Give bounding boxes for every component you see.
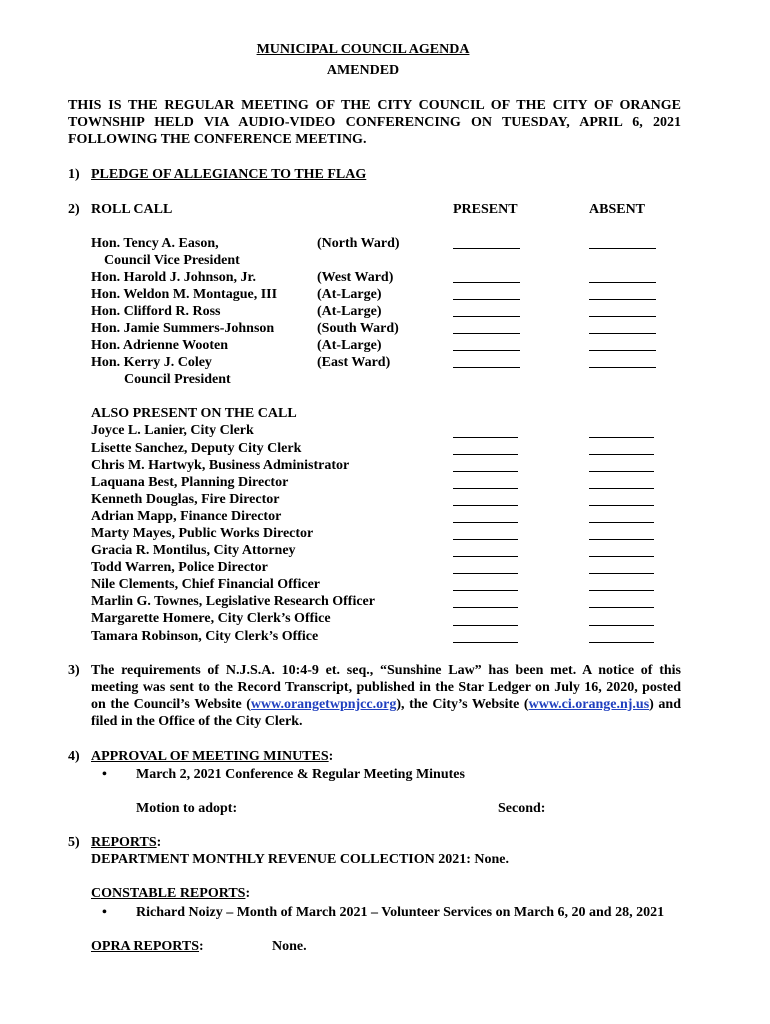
present-line[interactable] xyxy=(453,642,518,643)
present-line[interactable] xyxy=(453,350,520,351)
absent-line[interactable] xyxy=(589,590,654,591)
opra-colon: : xyxy=(199,939,204,954)
item-4-heading xyxy=(91,748,333,765)
staff-member: Adrian Mapp, Finance Director xyxy=(91,509,282,524)
member-name: Hon. Adrienne Wooten xyxy=(91,338,229,353)
present-line[interactable] xyxy=(453,522,518,523)
sunshine-text: ) and filed in the Office of the City Clerk. xyxy=(91,697,681,729)
sunshine-text: The requirements of N.J.S.A. 10:4-9 et. seq., “Sunshine Law” has been met. A notice of this meeting was sent to the Record Transcript, published in the Star Ledger on July 16, 2020, posted on the Council’s Website ( xyxy=(91,663,681,712)
member-ward: (West Ward) xyxy=(317,270,394,285)
opra-label: OPRA REPORTS xyxy=(91,939,200,954)
absent-line[interactable] xyxy=(589,488,654,489)
staff-member: Gracia R. Montilus, City Attorney xyxy=(91,543,296,558)
absent-line[interactable] xyxy=(589,573,654,574)
present-line[interactable] xyxy=(453,282,520,283)
staff-member: Joyce L. Lanier, City Clerk xyxy=(91,423,254,438)
staff-member: Marty Mayes, Public Works Director xyxy=(91,526,314,541)
item-4-colon: : xyxy=(328,749,334,764)
staff-member: Nile Clements, Chief Financial Officer xyxy=(91,577,321,592)
member-ward: (At-Large) xyxy=(317,287,382,302)
staff-member: Todd Warren, Police Director xyxy=(91,560,268,575)
member-ward: (South Ward) xyxy=(317,321,399,336)
member-name: Hon. Jamie Summers-Johnson xyxy=(91,321,275,336)
absent-line[interactable] xyxy=(589,522,654,523)
item-2-number: 2) xyxy=(68,202,80,217)
second-label: Second: xyxy=(498,801,546,816)
present-line[interactable] xyxy=(453,471,518,472)
absent-line[interactable] xyxy=(589,316,656,317)
item-1-heading: PLEDGE OF ALLEGIANCE TO THE FLAG xyxy=(91,167,367,182)
staff-member: Laquana Best, Planning Director xyxy=(91,475,289,490)
item-4-label: APPROVAL OF MEETING MINUTES xyxy=(91,749,329,764)
present-line[interactable] xyxy=(453,590,518,591)
present-line[interactable] xyxy=(453,367,520,368)
member-title: Council Vice President xyxy=(104,253,240,268)
present-line[interactable] xyxy=(453,454,518,455)
absent-line[interactable] xyxy=(589,471,654,472)
motion-label: Motion to adopt: xyxy=(136,801,238,816)
member-ward: (East Ward) xyxy=(317,355,391,370)
member-name: Hon. Tency A. Eason, xyxy=(91,236,219,251)
absent-line[interactable] xyxy=(589,454,654,455)
sunshine-law-paragraph xyxy=(91,662,681,730)
staff-member: Marlin G. Townes, Legislative Research Officer xyxy=(91,594,375,609)
present-line[interactable] xyxy=(453,299,520,300)
present-line[interactable] xyxy=(453,248,520,249)
item-1-number: 1) xyxy=(68,167,80,182)
constable-heading xyxy=(91,885,250,902)
bullet-icon: • xyxy=(102,767,107,782)
page-subtitle: AMENDED xyxy=(326,63,400,78)
member-name: Hon. Kerry J. Coley xyxy=(91,355,212,370)
absent-line[interactable] xyxy=(589,437,654,438)
item-5-label: REPORTS xyxy=(91,835,157,850)
absent-line[interactable] xyxy=(589,556,654,557)
absent-line[interactable] xyxy=(589,333,656,334)
present-line[interactable] xyxy=(453,556,518,557)
present-line[interactable] xyxy=(453,607,518,608)
bullet-icon: • xyxy=(102,905,107,920)
page-title: MUNICIPAL COUNCIL AGENDA xyxy=(256,42,470,57)
member-ward: (At-Large) xyxy=(317,304,382,319)
staff-member: Margarette Homere, City Clerk’s Office xyxy=(91,611,331,626)
member-name: Hon. Harold J. Johnson, Jr. xyxy=(91,270,256,285)
minutes-bullet: March 2, 2021 Conference & Regular Meeting Minutes xyxy=(136,767,465,782)
item-4-number: 4) xyxy=(68,749,80,764)
constable-label: CONSTABLE REPORTS xyxy=(91,886,246,901)
present-line[interactable] xyxy=(453,539,518,540)
revenue-collection: DEPARTMENT MONTHLY REVENUE COLLECTION 2021: None. xyxy=(91,852,509,867)
absent-line[interactable] xyxy=(589,282,656,283)
present-line[interactable] xyxy=(453,625,518,626)
item-5-heading xyxy=(91,834,161,851)
also-present-heading: ALSO PRESENT ON THE CALL xyxy=(91,406,297,421)
item-3-number: 3) xyxy=(68,663,80,678)
absent-line[interactable] xyxy=(589,607,654,608)
opra-value: None. xyxy=(272,939,307,954)
present-line[interactable] xyxy=(453,488,518,489)
absent-column-header: ABSENT xyxy=(589,202,646,217)
present-line[interactable] xyxy=(453,316,520,317)
intro-paragraph: THIS IS THE REGULAR MEETING OF THE CITY COUNCIL OF THE CITY OF ORANGE TOWNSHIP HELD VIA AUDIO-VIDEO CONFERENCING ON TUESDAY, APRIL 6, 2021 FOLLOWING THE CONFERENCE MEETING. xyxy=(68,98,681,147)
constable-colon: : xyxy=(245,886,251,901)
absent-line[interactable] xyxy=(589,505,654,506)
present-line[interactable] xyxy=(453,437,518,438)
absent-line[interactable] xyxy=(589,248,656,249)
item-5-number: 5) xyxy=(68,835,80,850)
present-line[interactable] xyxy=(453,505,518,506)
member-ward: (North Ward) xyxy=(317,236,400,251)
staff-member: Tamara Robinson, City Clerk’s Office xyxy=(91,629,319,644)
city-website-link[interactable]: www.ci.orange.nj.us xyxy=(528,697,650,712)
member-ward: (At-Large) xyxy=(317,338,382,353)
constable-bullet: Richard Noizy – Month of March 2021 – Volunteer Services on March 6, 20 and 28, 2021 xyxy=(136,905,665,920)
absent-line[interactable] xyxy=(589,642,654,643)
staff-member: Lisette Sanchez, Deputy City Clerk xyxy=(91,441,302,456)
present-line[interactable] xyxy=(453,333,520,334)
absent-line[interactable] xyxy=(589,367,656,368)
sunshine-text: ), the City’s Website ( xyxy=(396,697,529,712)
item-5-colon: : xyxy=(156,835,162,850)
opra-heading xyxy=(91,938,204,955)
absent-line[interactable] xyxy=(589,625,654,626)
present-line[interactable] xyxy=(453,573,518,574)
absent-line[interactable] xyxy=(589,299,656,300)
absent-line[interactable] xyxy=(589,539,654,540)
staff-member: Chris M. Hartwyk, Business Administrator xyxy=(91,458,350,473)
member-name: Hon. Weldon M. Montague, III xyxy=(91,287,278,302)
item-2-heading: ROLL CALL xyxy=(91,202,173,217)
member-name: Hon. Clifford R. Ross xyxy=(91,304,221,319)
member-title: Council President xyxy=(124,372,231,387)
absent-line[interactable] xyxy=(589,350,656,351)
present-column-header: PRESENT xyxy=(453,202,518,217)
staff-member: Kenneth Douglas, Fire Director xyxy=(91,492,280,507)
council-website-link[interactable]: www.orangetwpnjcc.org xyxy=(250,697,397,712)
